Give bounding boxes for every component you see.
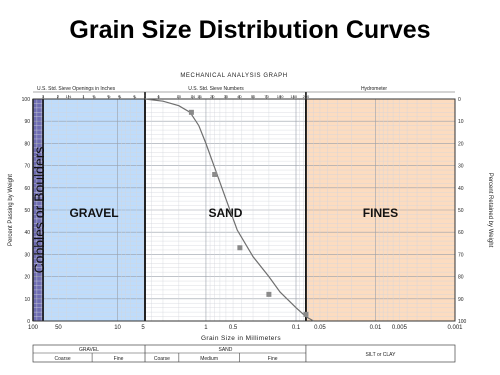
- x-tick-label: 0.001: [447, 325, 463, 331]
- sieve-tick-label: 100: [276, 94, 284, 99]
- y-tick-right: 50: [458, 208, 464, 214]
- region-label: FINES: [362, 206, 399, 220]
- sieve-tick-label: 1: [82, 94, 85, 99]
- y-tick-left: 60: [24, 185, 30, 192]
- y-tick-left: 100: [21, 97, 30, 103]
- x-tick-label: 5: [141, 325, 145, 331]
- page-title: Grain Size Distribution Curves: [69, 16, 431, 44]
- table-sand-medium: Medium: [200, 356, 219, 362]
- sieve-tick-label: 30: [223, 94, 229, 99]
- x-tick-label: 0.01: [369, 325, 382, 331]
- table-sand-fine: Fine: [267, 356, 278, 362]
- table-sand-label: SAND: [218, 347, 233, 353]
- sieve-tick-label: ¼: [132, 94, 137, 99]
- y-tick-right: 90: [458, 296, 464, 303]
- y-tick-right: 20: [458, 141, 464, 148]
- x-tick-label: 10: [114, 325, 121, 331]
- y-tick-right: 30: [458, 163, 464, 170]
- data-point: [212, 172, 217, 177]
- y-axis-label-left: Percent Passing by Weight: [8, 174, 14, 246]
- x-tick-label: 100: [27, 325, 39, 331]
- table-gravel-label: GRAVEL: [79, 347, 99, 353]
- sieve-tick-label: 2: [56, 94, 59, 99]
- header-sieve-inches: U.S. Std. Sieve Openings in Inches: [37, 86, 116, 92]
- y-tick-left: 70: [24, 163, 30, 170]
- y-tick-left: 0: [27, 319, 30, 325]
- sieve-tick-label: 70: [264, 94, 269, 99]
- sieve-tick-label: 16: [197, 94, 202, 99]
- header-sieve-numbers: U.S. Std. Sieve Numbers: [188, 86, 244, 92]
- sieve-tick-label: 4: [143, 94, 147, 99]
- x-tick-label: 0.1: [291, 325, 301, 331]
- y-tick-left: 20: [24, 274, 30, 281]
- sieve-tick-label: ⅜: [117, 94, 122, 99]
- y-axis-label-right: Percent Retained by Weight: [487, 172, 493, 248]
- sieve-tick-label: 20: [210, 94, 215, 99]
- sieve-tick-label: 40: [237, 94, 242, 99]
- graph-header-title: MECHANICAL ANALYSIS GRAPH: [180, 73, 288, 79]
- y-tick-right: 0: [458, 97, 461, 103]
- region-label-cobbles: Cobbles or Boulders: [31, 146, 48, 274]
- y-tick-left: 80: [24, 141, 30, 148]
- table-gravel-coarse: Coarse: [54, 356, 71, 362]
- y-tick-right: 70: [458, 252, 464, 259]
- y-tick-left: 50: [24, 208, 30, 214]
- x-tick-label: 0.5: [228, 325, 238, 331]
- sieve-tick-label: ¾: [92, 94, 96, 99]
- y-tick-right: 40: [458, 185, 464, 192]
- x-tick-label: 50: [55, 325, 62, 331]
- table-fines-label: SILT or CLAY: [365, 352, 396, 358]
- y-tick-left: 90: [24, 119, 30, 126]
- sieve-tick-label: 14: [190, 94, 196, 99]
- y-tick-right: 100: [458, 319, 467, 325]
- sieve-tick-label: 200: [302, 94, 310, 99]
- sieve-tick-label: 3: [41, 94, 45, 99]
- region-label: GRAVEL: [69, 206, 119, 220]
- data-point: [237, 245, 242, 250]
- x-axis-label: Grain Size in Millimeters: [200, 335, 282, 342]
- sieve-tick-label: 1½: [65, 94, 72, 99]
- y-tick-right: 80: [458, 274, 464, 281]
- header-hydrometer: Hydrometer: [360, 86, 388, 92]
- x-tick-label: 1: [204, 325, 208, 331]
- sieve-tick-label: 140: [290, 94, 298, 99]
- sieve-tick-label: 50: [250, 94, 256, 99]
- data-point: [266, 292, 271, 297]
- x-tick-label: 0.05: [314, 325, 326, 331]
- table-sand-coarse: Coarse: [153, 356, 170, 362]
- y-tick-left: 30: [24, 252, 30, 259]
- y-tick-right: 60: [458, 230, 464, 237]
- region-label: SAND: [208, 206, 243, 220]
- table-gravel-fine: Fine: [113, 356, 124, 362]
- y-tick-left: 10: [24, 296, 30, 303]
- x-tick-label: 0.005: [391, 325, 407, 331]
- y-tick-left: 40: [24, 230, 30, 237]
- y-tick-right: 10: [458, 119, 464, 126]
- sieve-tick-label: 10: [176, 94, 182, 99]
- sieve-tick-label: ½: [107, 94, 111, 99]
- data-point: [303, 312, 308, 317]
- sieve-tick-label: 6: [157, 94, 160, 99]
- data-point: [189, 110, 194, 115]
